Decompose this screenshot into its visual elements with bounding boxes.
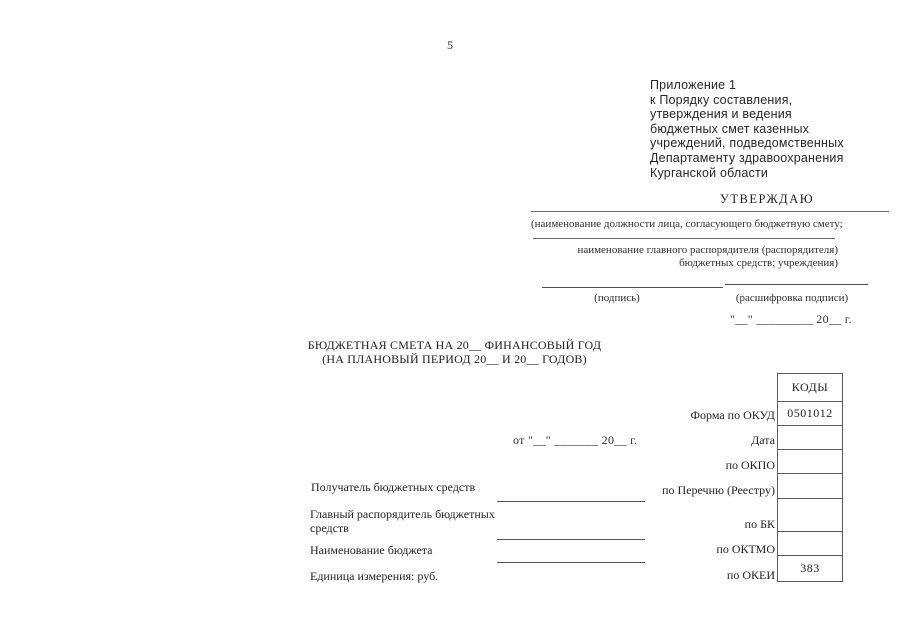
codes-label-registry: по Перечню (Реестру) <box>662 483 775 497</box>
document-title-line1: БЮДЖЕТНАЯ СМЕТА НА 20__ ФИНАНСОВЫЙ ГОД <box>307 338 602 352</box>
appendix-line: бюджетных смет казенных <box>650 121 810 136</box>
main-manager-blank-line <box>497 539 645 540</box>
document-title <box>302 339 607 367</box>
codes-cell-date <box>777 425 843 450</box>
appendix-line: учреждений, подведомственных <box>650 136 844 151</box>
budget-name-blank-line <box>497 562 645 563</box>
codes-table <box>777 373 843 582</box>
appendix-block <box>650 78 860 180</box>
codes-label-bk: по БК <box>744 517 775 531</box>
appendix-line: Департаменту здравоохранения <box>650 150 844 165</box>
approver-name-line <box>531 211 889 212</box>
unit-label: Единица измерения: руб. <box>310 569 439 583</box>
codes-header-cell: КОДЫ <box>777 373 843 402</box>
appendix-line: к Порядку составления, <box>650 92 793 107</box>
recipient-blank-line <box>497 501 645 502</box>
codes-label-okpo: по ОКПО <box>725 458 775 472</box>
signature-decode-line <box>725 284 868 285</box>
signature-caption: (подпись) <box>594 292 640 304</box>
codes-label-oktmo: по ОКТМО <box>716 542 775 556</box>
form-date-from: от "__" _______ 20__ г. <box>513 433 638 447</box>
codes-cell-okpo <box>777 449 843 474</box>
signature-line <box>542 287 723 288</box>
signature-decode-caption: (расшифровка подписи) <box>735 292 849 304</box>
appendix-line: утверждения и ведения <box>650 107 792 122</box>
codes-cell-okei: 383 <box>777 555 843 582</box>
recipient-label: Получатель бюджетных средств <box>311 480 476 494</box>
approver-org-caption-line1: наименование главного распорядителя (распорядителя) <box>577 244 838 256</box>
codes-cell-okud: 0501012 <box>777 401 843 426</box>
appendix-line: Приложение 1 <box>650 78 737 92</box>
codes-label-okud: Форма по ОКУД <box>690 408 775 422</box>
appendix-line: Курганской области <box>650 165 769 180</box>
main-manager-label: Главный распорядитель бюджетных средств <box>310 507 495 535</box>
page-number: 5 <box>447 38 453 52</box>
codes-cell-registry <box>777 473 843 499</box>
approver-org-line <box>533 238 835 239</box>
approver-org-caption <box>533 244 838 269</box>
approver-name-caption: (наименование должности лица, согласующего бюджетную смету; <box>531 218 843 230</box>
codes-cell-bk <box>777 498 843 532</box>
approver-org-caption-line2: бюджетных средств; учреждения) <box>679 256 838 269</box>
codes-label-okei: по ОКЕИ <box>726 568 775 582</box>
budget-name-label: Наименование бюджета <box>310 543 433 557</box>
codes-cell-oktmo <box>777 531 843 556</box>
approval-date-blank: "__" _________ 20__ г. <box>730 312 852 326</box>
document-title-line2: (НА ПЛАНОВЫЙ ПЕРИОД 20__ И 20__ ГОДОВ) <box>322 351 587 366</box>
codes-label-date: Дата <box>751 433 775 447</box>
approve-title: УТВЕРЖДАЮ <box>720 192 815 206</box>
